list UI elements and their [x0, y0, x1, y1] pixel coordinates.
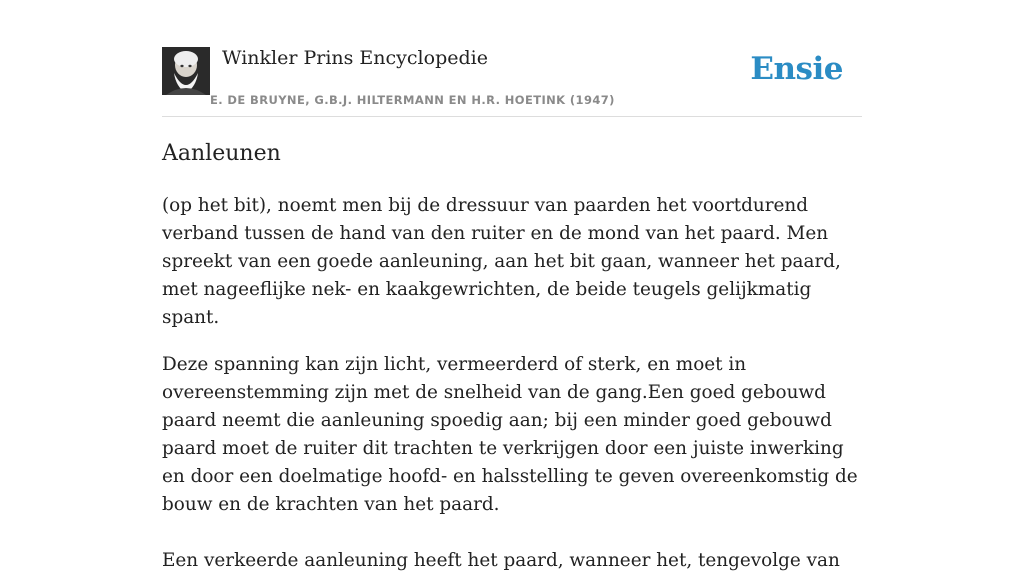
article — [162, 138, 862, 575]
article-paragraph: Deze spanning kan zijn licht, vermeerderd of sterk, en moet in overeenstemming zijn met de snelheid van de gang.Een goed gebouwd paard neemt die aanleuning spoedig aan; bij een minder goed gebouwd paard moet de ruiter dit trachten te verkrijgen door een juiste inwerking en door een doelmatige hoofd- en halsstelling te geven overeenkomstig de bouw en de krachten van het paard. — [162, 354, 858, 515]
author-avatar — [162, 47, 210, 95]
article-paragraph: Een verkeerde aanleuning heeft het paard, wanneer het, tengevolge van — [162, 550, 840, 571]
source-header — [162, 46, 862, 117]
portrait-icon — [162, 47, 210, 95]
ensie-logo-link[interactable]: Ensie — [750, 51, 843, 87]
article-paragraph: (op het bit), noemt men bij de dressuur van paarden het voortdurend verband tussen de hand van den ruiter en de mond van het paard. Men spreekt van een goede aanleuning, aan het bit gaan, wanneer het paard, met nageeflijke nek- en kaakgewrichten, de beide teugels gelijkmatig spant. — [162, 195, 841, 328]
article-title: Aanleunen — [162, 141, 281, 166]
source-authors: E. DE BRUYNE, G.B.J. HILTERMANN EN H.R. HOETINK (1947) — [210, 93, 615, 107]
source-title[interactable]: Winkler Prins Encyclopedie — [222, 47, 488, 69]
